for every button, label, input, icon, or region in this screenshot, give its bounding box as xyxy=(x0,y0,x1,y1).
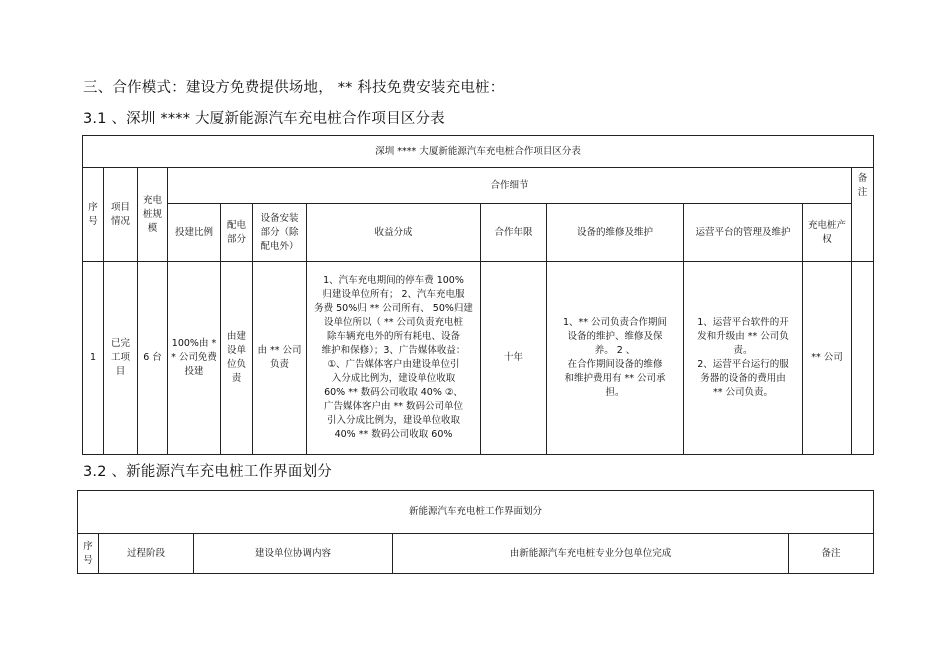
maintenance-line: 1、** 公司负责合作期间 xyxy=(562,317,668,328)
maintenance-line: 担。 xyxy=(605,387,625,398)
maintenance-line: 在合作期间设备的维修 xyxy=(567,359,663,370)
row-term: 十年 xyxy=(481,262,547,455)
row-platform-management xyxy=(684,262,803,455)
row-project-status: 已完工项目 xyxy=(104,262,138,455)
platform-line: 发和升级由 ** 公司负 xyxy=(697,331,789,342)
t2-header-builder-coordination: 建设单位协调内容 xyxy=(194,534,393,574)
row-maintenance xyxy=(547,262,684,455)
revenue-line: 广告媒体客户由 ** 数码公司单位 xyxy=(323,401,464,412)
header-ownership: 充电桩产权 xyxy=(803,204,852,262)
section-heading-cooperation-mode: 三、合作模式：建设方免费提供场地， ** 科技免费安装充电桩： xyxy=(83,80,505,96)
header-power-distribution: 配电部分 xyxy=(221,204,253,262)
t2-header-stage: 过程阶段 xyxy=(99,534,194,574)
revenue-line: 1、汽车充电期间的停车费 100% xyxy=(323,275,464,286)
row-revenue-sharing xyxy=(307,262,481,455)
revenue-line: 维护和保修）；3、广告媒体收益： xyxy=(321,345,466,356)
header-investment-ratio: 投建比例 xyxy=(168,204,221,262)
section-heading-3-1: 3.1 、深圳 **** 大厦新能源汽车充电桩合作项目区分表 xyxy=(83,111,445,127)
revenue-line: 归建设单位所有； 2、汽车充电服 xyxy=(322,289,465,300)
platform-line: 责。 xyxy=(733,345,753,356)
revenue-line: 务费 50%归 ** 公司所有、 50%归建 xyxy=(314,303,473,314)
header-remarks: 备注 xyxy=(852,168,874,262)
revenue-line: 入分成比例为，建设单位收取 xyxy=(331,373,456,384)
header-platform-management: 运营平台的管理及维护 xyxy=(684,204,803,262)
header-pile-scale: 充电桩规模 xyxy=(138,168,168,262)
revenue-line: 引入分成比例为，建设单位收取 xyxy=(326,415,460,426)
header-cooperation-details: 合作细节 xyxy=(168,168,852,204)
header-equipment-install: 设备安装部分（除配电外） xyxy=(253,204,307,262)
revenue-line: 60% ** 数码公司收取 40% ②、 xyxy=(324,387,463,398)
platform-line: 1、运营平台软件的开 xyxy=(697,317,789,328)
platform-line: 2、运营平台运行的服 xyxy=(697,359,789,370)
t2-header-seq: 序号 xyxy=(78,534,99,574)
row-investment-ratio: 100%由 ** 公司免费投建 xyxy=(168,262,221,455)
header-project-status: 项目情况 xyxy=(104,168,138,262)
platform-line: 务器的设备的费用由 xyxy=(700,373,786,384)
header-seq: 序号 xyxy=(83,168,104,262)
row-remarks xyxy=(852,262,874,455)
maintenance-line: 设备的维护、维修及保 xyxy=(567,331,663,342)
revenue-line: 除车辆充电外的所有耗电、设备 xyxy=(326,331,460,342)
maintenance-line: 养。 2 、 xyxy=(594,345,636,356)
table2-caption: 新能源汽车充电桩工作界面划分 xyxy=(78,491,874,534)
row-power-distribution: 由建设单位负责 xyxy=(221,262,253,455)
t2-header-subcontractor: 由新能源汽车充电桩专业分包单位完成 xyxy=(393,534,789,574)
row-ownership: ** 公司 xyxy=(803,262,852,455)
platform-line: ** 公司负责。 xyxy=(712,387,774,398)
table1-caption: 深圳 **** 大厦新能源汽车充电桩合作项目区分表 xyxy=(83,136,874,168)
maintenance-line: 和维护费用有 ** 公司承 xyxy=(564,373,666,384)
row-equipment-install: 由 ** 公司负责 xyxy=(253,262,307,455)
revenue-line: 设单位所以（ ** 公司负责充电桩 xyxy=(323,317,464,328)
row-pile-scale: 6 台 xyxy=(138,262,168,455)
header-maintenance: 设备的维修及维护 xyxy=(547,204,684,262)
header-revenue-sharing: 收益分成 xyxy=(307,204,481,262)
revenue-line: 40% ** 数码公司收取 60% xyxy=(334,429,453,440)
header-term: 合作年限 xyxy=(481,204,547,262)
revenue-line: ①、广告媒体客户由建设单位引 xyxy=(327,359,460,370)
work-interface-table xyxy=(77,490,874,574)
cooperation-division-table xyxy=(82,135,874,455)
row-seq: 1 xyxy=(83,262,104,455)
section-heading-3-2: 3.2 、新能源汽车充电桩工作界面划分 xyxy=(83,464,332,480)
t2-header-remarks: 备注 xyxy=(789,534,874,574)
